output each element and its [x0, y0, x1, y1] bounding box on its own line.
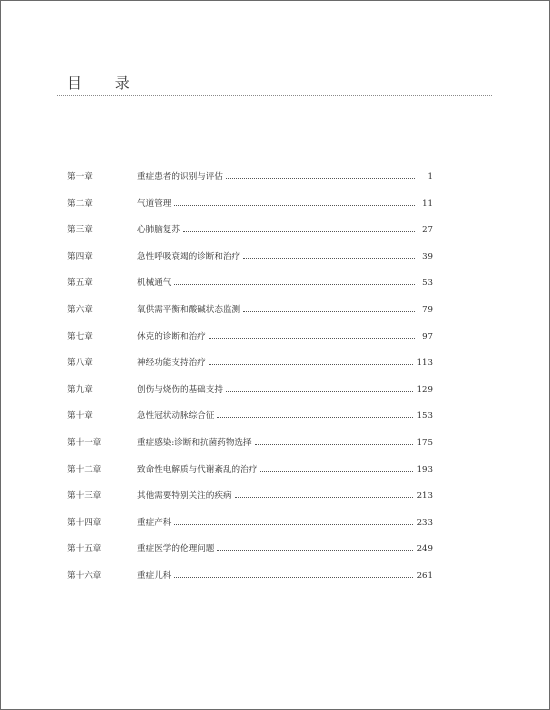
chapter-title: 其他需要特别关注的疾病	[137, 491, 232, 502]
chapter-number: 第六章	[67, 304, 93, 315]
page-number: 193	[416, 464, 433, 475]
chapter-number: 第十三章	[67, 491, 102, 502]
chapter-title: 机械通气	[137, 278, 172, 289]
page-number: 97	[422, 331, 433, 342]
toc-entry[interactable]	[67, 223, 433, 250]
toc-entry[interactable]	[67, 197, 433, 224]
chapter-number: 第四章	[67, 251, 93, 262]
chapter-number: 第十五章	[67, 544, 102, 555]
toc-entry[interactable]	[67, 330, 433, 357]
dot-leader	[255, 444, 413, 445]
chapter-number: 第十章	[67, 411, 93, 422]
page-number: 129	[416, 384, 433, 395]
toc-entry[interactable]	[67, 356, 433, 383]
chapter-number: 第三章	[67, 225, 93, 236]
chapter-title: 气道管理	[137, 198, 172, 209]
chapter-title: 心肺脑复苏	[137, 225, 180, 236]
page-number: 153	[416, 411, 433, 422]
dot-leader	[217, 417, 412, 418]
page-number: 113	[416, 358, 433, 369]
dot-leader	[174, 577, 412, 578]
chapter-number: 第十四章	[67, 517, 102, 528]
toc-entry[interactable]	[67, 436, 433, 463]
chapter-title: 重症感染:诊断和抗菌药物选择	[137, 437, 252, 448]
page-number: 175	[416, 437, 433, 448]
page-number: 27	[422, 225, 433, 236]
chapter-number: 第八章	[67, 358, 93, 369]
page-number: 39	[422, 251, 433, 262]
title-divider	[57, 95, 492, 96]
toc-entry[interactable]	[67, 383, 433, 410]
toc-entry[interactable]	[67, 463, 433, 490]
toc-entry[interactable]	[67, 170, 433, 197]
chapter-number: 第十二章	[67, 464, 102, 475]
page-number: 11	[422, 198, 433, 209]
chapter-title: 重症医学的伦理问题	[137, 544, 215, 555]
table-of-contents	[67, 170, 433, 596]
toc-entry[interactable]	[67, 276, 433, 303]
page-number: 79	[422, 304, 433, 315]
chapter-title: 急性呼吸衰竭的诊断和治疗	[137, 251, 241, 262]
chapter-title: 急性冠状动脉综合征	[137, 411, 215, 422]
chapter-number: 第五章	[67, 278, 93, 289]
toc-entry[interactable]	[67, 516, 433, 543]
toc-entry[interactable]	[67, 569, 433, 596]
chapter-number: 第一章	[67, 172, 93, 182]
dot-leader	[209, 338, 415, 339]
dot-leader	[174, 205, 415, 206]
dot-leader	[260, 471, 412, 472]
toc-entry[interactable]	[67, 489, 433, 516]
page-number: 261	[416, 570, 433, 581]
page-number: 233	[416, 517, 433, 528]
dot-leader	[217, 550, 412, 551]
dot-leader	[243, 311, 415, 312]
toc-entry[interactable]	[67, 409, 433, 436]
page-number: 53	[422, 278, 433, 289]
chapter-number: 第二章	[67, 198, 93, 209]
dot-leader	[235, 497, 413, 498]
chapter-title: 重症产科	[137, 517, 172, 528]
chapter-title: 重症患者的识别与评估	[137, 172, 223, 182]
chapter-title: 重症儿科	[137, 570, 172, 581]
chapter-title: 神经功能支持治疗	[137, 358, 206, 369]
dot-leader	[226, 178, 415, 179]
chapter-number: 第十一章	[67, 437, 102, 448]
dot-leader	[183, 231, 415, 232]
chapter-title: 休克的诊断和治疗	[137, 331, 206, 342]
dot-leader	[174, 524, 412, 525]
dot-leader	[243, 258, 415, 259]
chapter-number: 第七章	[67, 331, 93, 342]
chapter-title: 创伤与烧伤的基础支持	[137, 384, 223, 395]
chapter-number: 第九章	[67, 384, 93, 395]
toc-entry[interactable]	[67, 303, 433, 330]
toc-entry[interactable]	[67, 542, 433, 569]
chapter-title: 致命性电解质与代谢紊乱的治疗	[137, 464, 258, 475]
dot-leader	[209, 364, 413, 365]
chapter-title: 氧供需平衡和酸碱状态监测	[137, 304, 241, 315]
chapter-number: 第十六章	[67, 570, 102, 581]
page-number: 213	[416, 491, 433, 502]
dot-leader	[174, 284, 415, 285]
page-title: 目 录	[67, 74, 144, 92]
page-number: 249	[416, 544, 433, 555]
toc-entry[interactable]	[67, 250, 433, 277]
page-number: 1	[427, 172, 433, 182]
dot-leader	[226, 391, 413, 392]
